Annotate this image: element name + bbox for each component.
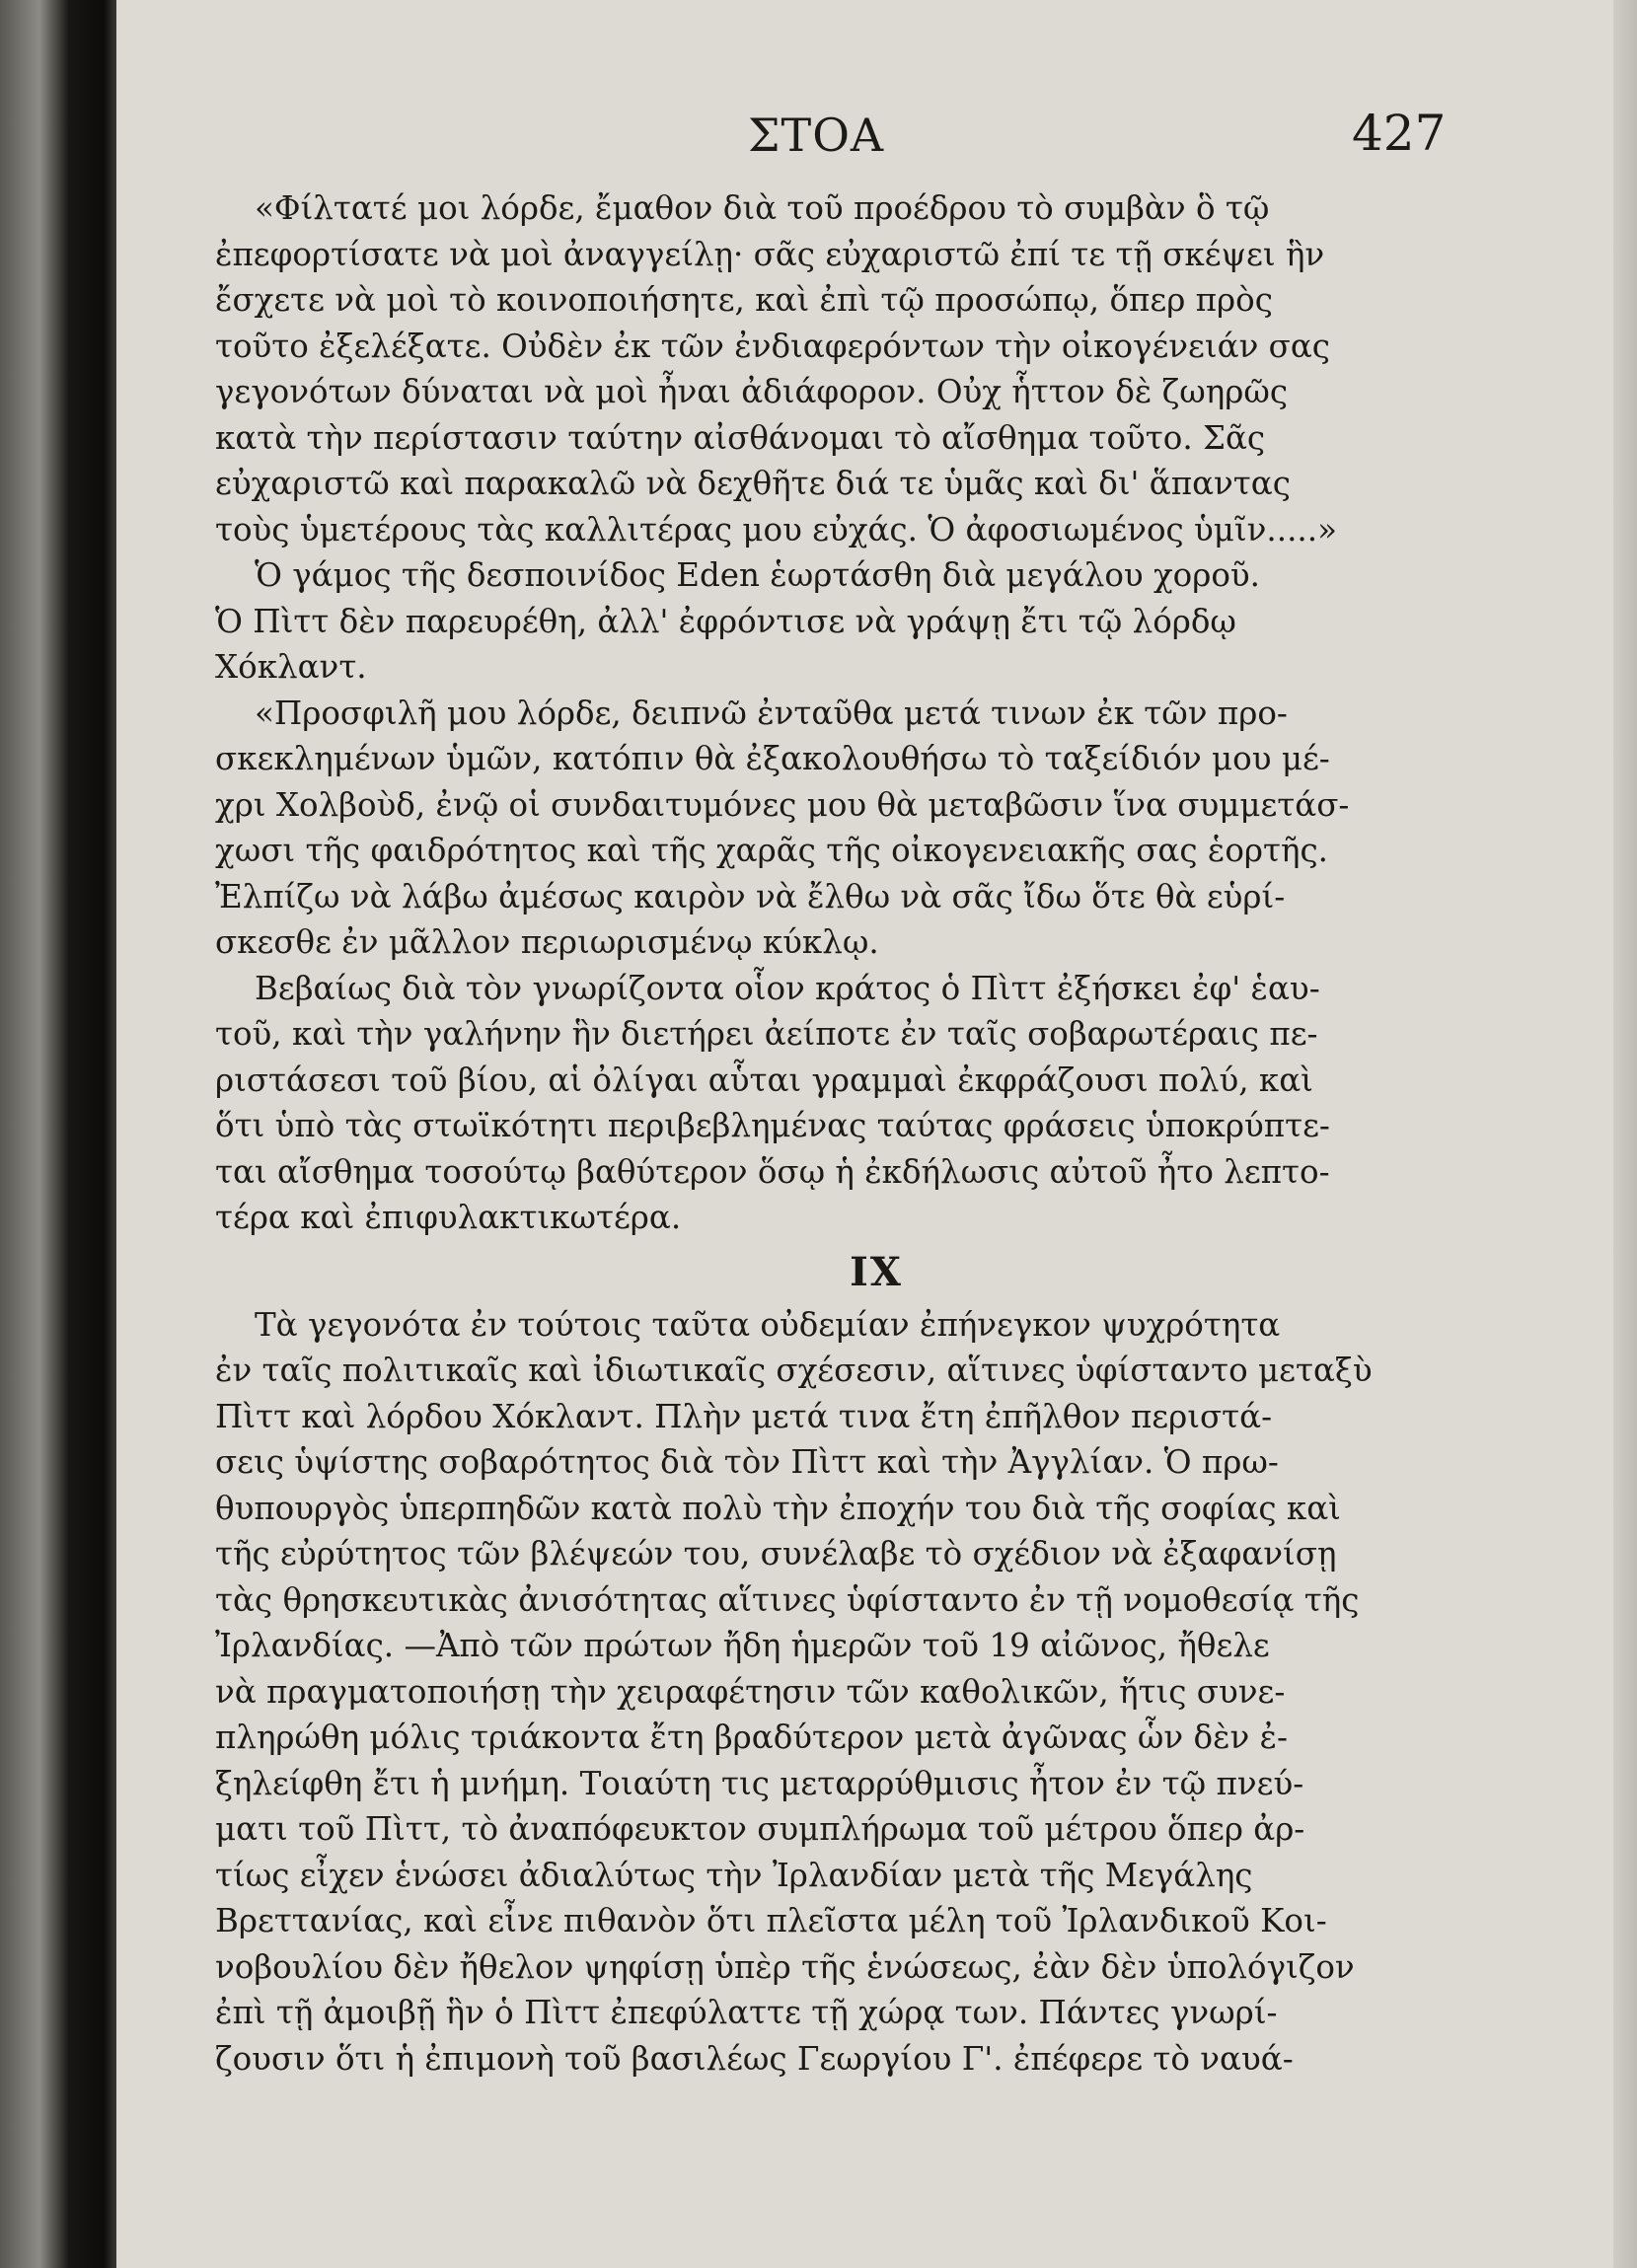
page-gutter-shadow [0, 0, 116, 2268]
body-text [215, 185, 1537, 2082]
page-header [116, 105, 1613, 168]
book-page [116, 0, 1613, 2268]
section-heading: IX [850, 1248, 903, 1295]
page-number: 427 [1352, 105, 1447, 162]
running-head: ΣΤΟΑ [748, 109, 885, 162]
paragraph-letter-1: «Φίλτατέ μοι λόρδε, ἔμαθον διὰ τοῦ προέδρου τὸ συμβὰν ὃ τῷ ἐπεφορτίσατε νὰ μοὶ ἀναγγείλῃ· σᾶς εὐχαριστῶ ἐπί τε τῇ σκέψει ἣν ἔσχετε νὰ μοὶ τὸ κοινοποιήσητε, καὶ ἐπὶ τῷ προσώπῳ, ὅπερ πρὸς τοῦτο ἐξελέξατε. Οὐδὲν ἐκ τῶν ἐνδιαφερόντων τὴν οἰκογένειάν σας γεγονότων δύναται νὰ μοὶ ἦναι ἀδιάφορον. Οὐχ ἧττον δὲ ζωηρῶς κατὰ τὴν περίστασιν ταύτην αἰσθάνομαι τὸ αἴσθημα τοῦτο. Σᾶς εὐχαριστῶ καὶ παρακαλῶ νὰ δεχθῆτε διά τε ὑμᾶς καὶ δι' ἅπαντας τοὺς ὑμετέρους τὰς καλλιτέρας μου εὐχάς. Ὁ ἀφοσιωμένος ὑμῖν.....» [215, 189, 1337, 549]
page-right-margin [1613, 0, 1637, 2268]
paragraph-commentary: Βεβαίως διὰ τὸν γνωρίζοντα οἷον κράτος ὁ Πὶττ ἐξήσκει ἐφ' ἑαυ- τοῦ, καὶ τὴν γαλήνην ἣν διετήρει ἀείποτε ἐν ταῖς σοβαρωτέραις πε- ριστάσεσι τοῦ βίου, αἱ ὀλίγαι αὗται γραμμαὶ ἐκφράζουσι πολύ, καὶ ὅτι ὑπὸ τὰς στωϊκότητι περιβεβλημένας ταύτας φράσεις ὑποκρύπτε- ται αἴσθημα τοσούτῳ βαθύτερον ὅσῳ ἡ ἐκδήλωσις αὐτοῦ ἦτο λεπτο- τέρα καὶ ἐπιφυλακτικωτέρα. [215, 969, 1330, 1236]
paragraph-wedding: Ὁ γάμος τῆς δεσποινίδος Eden ἑωρτάσθη διὰ μεγάλου χοροῦ. Ὁ Πὶττ δὲν παρευρέθη, ἀλλ' ἐφρόντισε νὰ γράψῃ ἔτι τῷ λόρδῳ Χόκλαντ. [215, 556, 1261, 686]
paragraph-section-ix: Τὰ γεγονότα ἐν τούτοις ταῦτα οὐδεμίαν ἐπήνεγκον ψυχρότητα ἐν ταῖς πολιτικαῖς καὶ ἰδιωτικαῖς σχέσεσιν, αἵτινες ὑφίσταντο μεταξὺ Πὶττ καὶ λόρδου Χόκλαντ. Πλὴν μετά τινα ἔτη ἐπῆλθον περιστά- σεις ὑψίστης σοβαρότητος διὰ τὸν Πὶττ καὶ τὴν Ἀγγλίαν. Ὁ πρω- θυπουργὸς ὑπερπηδῶν κατὰ πολὺ τὴν ἐποχήν του διὰ τῆς σοφίας καὶ τῆς εὐρύτητος τῶν βλέψεών του, συνέλαβε τὸ σχέδιον νὰ ἐξαφανίσῃ τὰς θρησκευτικὰς ἀνισότητας αἵτινες ὑφίσταντο ἐν τῇ νομοθεσίᾳ τῆς Ἰρλανδίας. —Ἀπὸ τῶν πρώτων ἤδη ἡμερῶν τοῦ 19 αἰῶνος, ἤθελε νὰ πραγματοποιήσῃ τὴν χειραφέτησιν τῶν καθολικῶν, ἥτις συνε- πληρώθη μόλις τριάκοντα ἔτη βραδύτερον μετὰ ἀγῶνας ὧν δὲν ἐ- ξηλείφθη ἔτι ἡ μνήμη. Τοιαύτη τις μεταρρύθμισις ἦτον ἐν τῷ πνεύ- ματι τοῦ Πὶττ, τὸ ἀναπόφευκτον συμπλήρωμα τοῦ μέτρου ὅπερ ἀρ- τίως εἶχεν ἑνώσει ἀδιαλύτως τὴν Ἰρλανδίαν μετὰ τῆς Μεγάλης Βρεττανίας, καὶ εἶνε πιθανὸν ὅτι πλεῖστα μέλη τοῦ Ἰρλανδικοῦ Κοι- νοβουλίου δὲν ἤθελον ψηφίσῃ ὑπὲρ τῆς ἑνώσεως, ἐὰν δὲν ὑπολόγιζον ἐπὶ τῇ ἀμοιβῇ ἣν ὁ Πὶττ ἐπεφύλαττε τῇ χώρᾳ των. Πάντες γνωρί- ζουσιν ὅτι ἡ ἐπιμονὴ τοῦ βασιλέως Γεωργίου Γ'. ἐπέφερε τὸ ναυά- [215, 1305, 1373, 2078]
paragraph-letter-2: «Προσφιλῆ μου λόρδε, δειπνῶ ἐνταῦθα μετά τινων ἐκ τῶν προ- σκεκλημένων ὑμῶν, κατόπιν θὰ ἐξακολουθήσω τὸ ταξείδιόν μου μέ- χρι Χολβοὺδ, ἐνῷ οἱ συνδαιτυμόνες μου θὰ μεταβῶσιν ἵνα συμμετάσ- χωσι τῆς φαιδρότητος καὶ τῆς χαρᾶς τῆς οἰκογενειακῆς σας ἑορτῆς. Ἐλπίζω νὰ λάβω ἀμέσως καιρὸν νὰ ἔλθω νὰ σᾶς ἴδω ὅτε θὰ εὑρί- σκεσθε ἐν μᾶλλον περιωρισμένῳ κύκλῳ. [215, 694, 1350, 961]
